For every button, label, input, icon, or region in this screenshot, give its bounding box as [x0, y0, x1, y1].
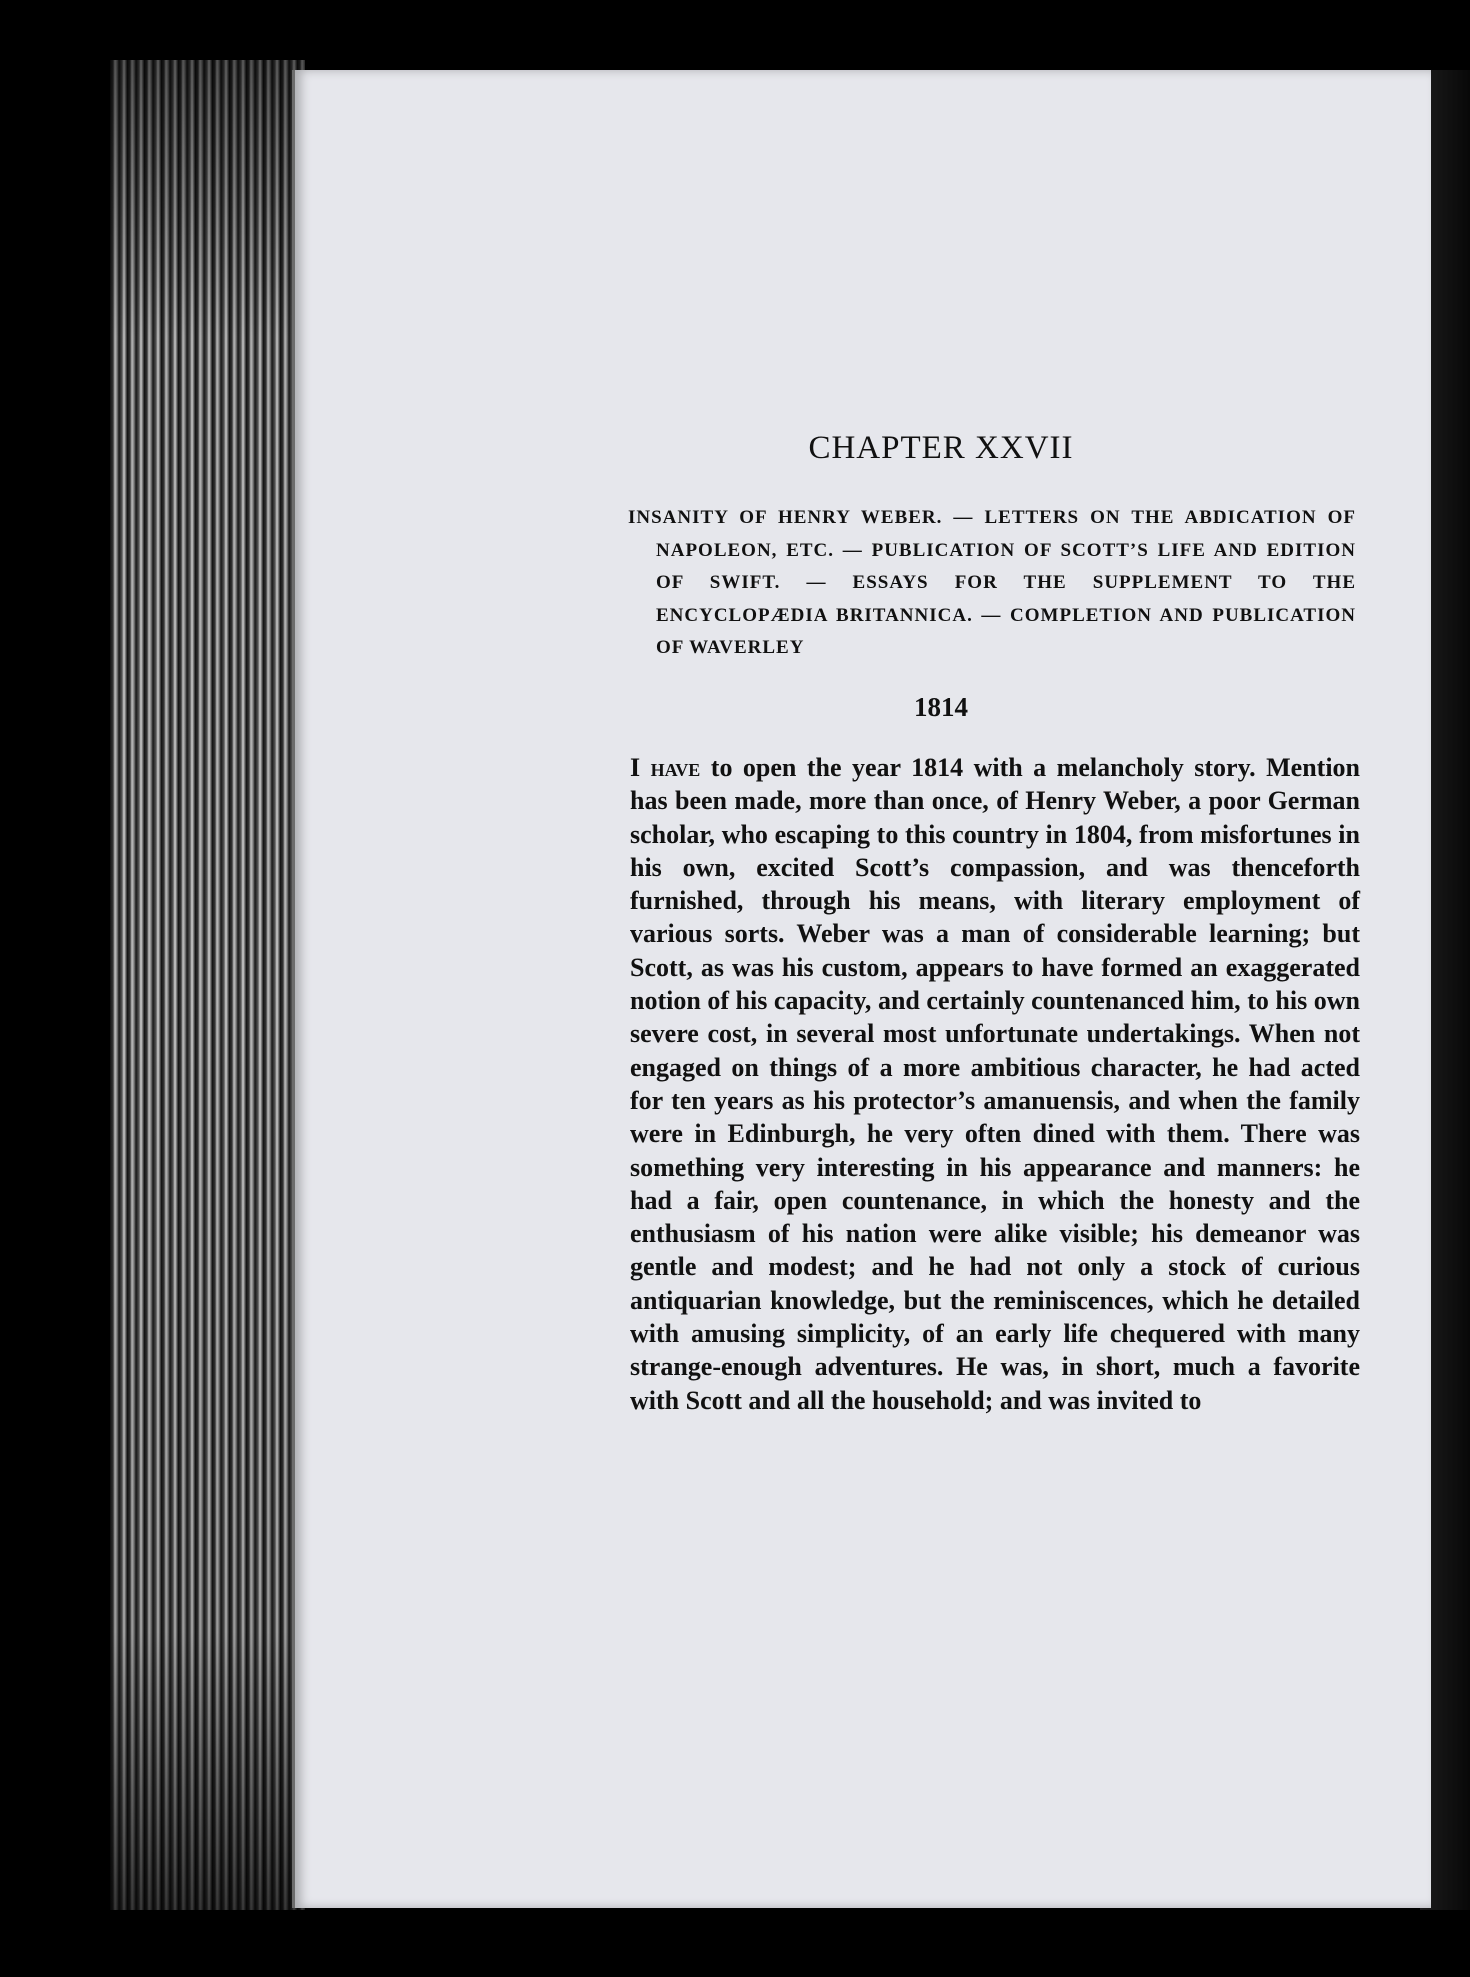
paragraph-text: to open the year 1814 with a melancholy story. Mention has been made, more than once, of Henry Weber, a poor German scholar, who escaping to this country in 1804, from misfortunes in his own, excited Scott’s compassion, and was thenceforth furnished, through his means, with literary employment of various sorts. Weber was a man of considerable learning; but Scott, as was his custom, appears to have formed an exaggerated notion of his capacity, and certainly countenanced him, to his own severe cost, in several most unfortunate undertakings. When not engaged on things of a more ambitious character, he had acted for ten years as his protector’s amanuensis, and when the family were in Edinburgh, he very often dined with them. There was something very interesting in his appearance and manners: he had a fair, open countenance, in which the honesty and the enthusiasm of his nation were alike visible; his demeanor was gentle and modest; and he had not only a stock of curious antiquarian knowledge, but the reminiscences, which he detailed with amusing simplicity, of an early life chequered with many strange-enough adventures. He was, in short, much a favorite with Scott and all the household; and was invited to [630, 753, 1361, 1415]
body-paragraph [630, 751, 1360, 1417]
small-caps-word: have [650, 753, 701, 782]
first-word: I [630, 753, 641, 782]
chapter-year: 1814 [914, 692, 968, 722]
chapter-title: CHAPTER XXVII [808, 430, 1074, 466]
book-edge-shadow [110, 60, 305, 1910]
chapter-synopsis: INSANITY OF HENRY WEBER. — LETTERS ON THE ABDICATION OF NAPOLEON, ETC. — PUBLICATION OF SCOTT’S LIFE AND EDITION OF SWIFT. — ESSAYS FOR THE SUPPLEMENT TO THE ENCYCLOPÆDIA BRITANNICA. — COMPLETION AND PUBLICATION OF WAVERLEY [628, 507, 1356, 658]
